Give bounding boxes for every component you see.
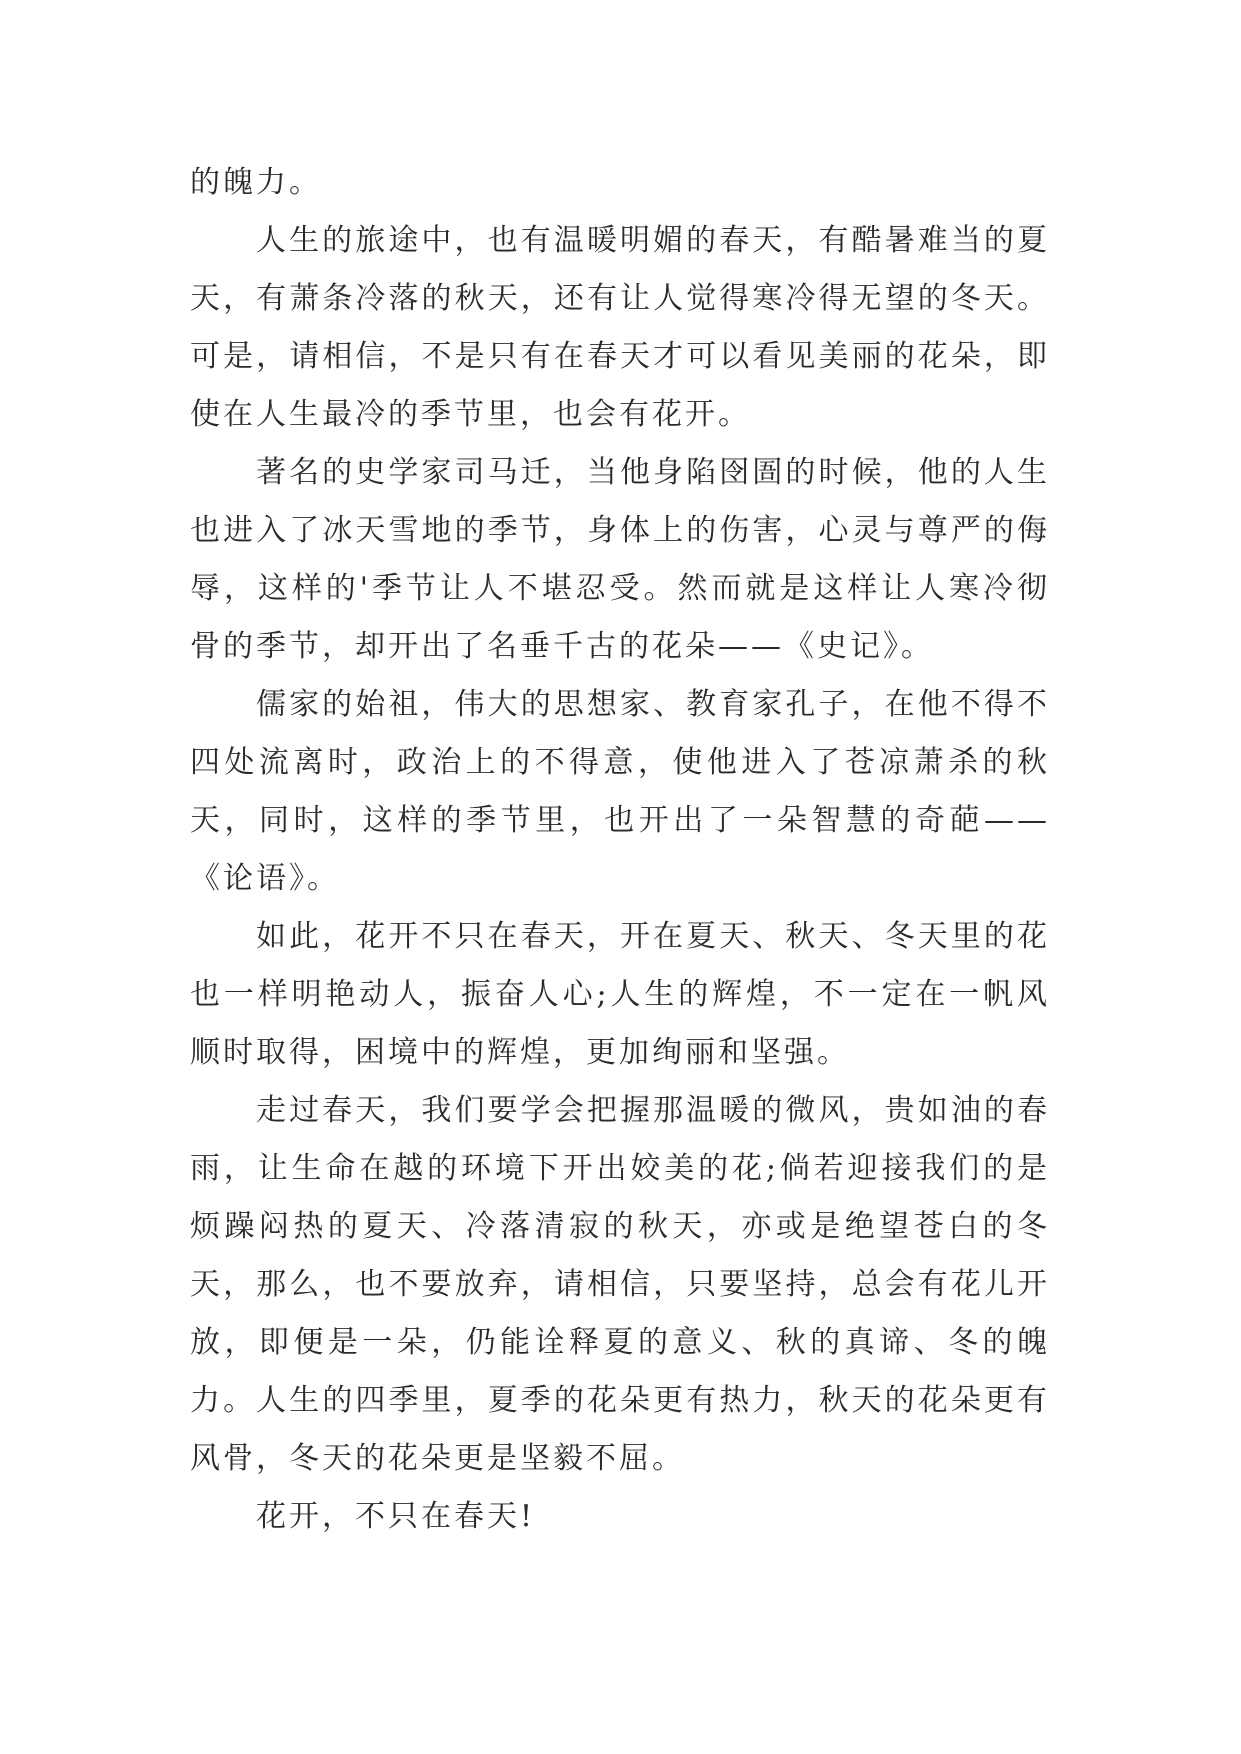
paragraph-continuation: 的魄力。 [190, 165, 322, 200]
paragraph: 如此，花开不只在春天，开在夏天、秋天、冬天里的花也一样明艳动人，振奋人心;人生的辉煌，不一定在一帆风顺时取得，困境中的辉煌，更加绚丽和坚强。 [190, 919, 1050, 1070]
paragraph: 著名的史学家司马迁，当他身陷囹圄的时候，他的人生也进入了冰天雪地的季节，身体上的伤害，心灵与尊严的侮辱，这样的'季节让人不堪忍受。然而就是这样让人寒冷彻骨的季节，却开出了名垂千古的花朵——《史记》。 [190, 455, 1050, 664]
closing-line: 花开，不只在春天! [256, 1499, 536, 1534]
paragraph: 人生的旅途中，也有温暖明媚的春天，有酷暑难当的夏天，有萧条冷落的秋天，还有让人觉得寒冷得无望的冬天。可是，请相信，不是只有在春天才可以看见美丽的花朵，即使在人生最冷的季节里，也会有花开。 [190, 223, 1050, 432]
paragraph: 儒家的始祖，伟大的思想家、教育家孔子，在他不得不四处流离时，政治上的不得意，使他进入了苍凉萧杀的秋天，同时，这样的季节里，也开出了一朵智慧的奇葩——《论语》。 [190, 687, 1050, 896]
paragraph: 走过春天，我们要学会把握那温暖的微风，贵如油的春雨，让生命在越的环境下开出姣美的花;倘若迎接我们的是烦躁闷热的夏天、冷落清寂的秋天，亦或是绝望苍白的冬天，那么，也不要放弃，请相信，只要坚持，总会有花儿开放，即便是一朵，仍能诠释夏的意义、秋的真谛、冬的魄力。人生的四季里，夏季的花朵更有热力，秋天的花朵更有风骨，冬天的花朵更是坚毅不屈。 [190, 1093, 1050, 1476]
document-body [190, 154, 1050, 1546]
